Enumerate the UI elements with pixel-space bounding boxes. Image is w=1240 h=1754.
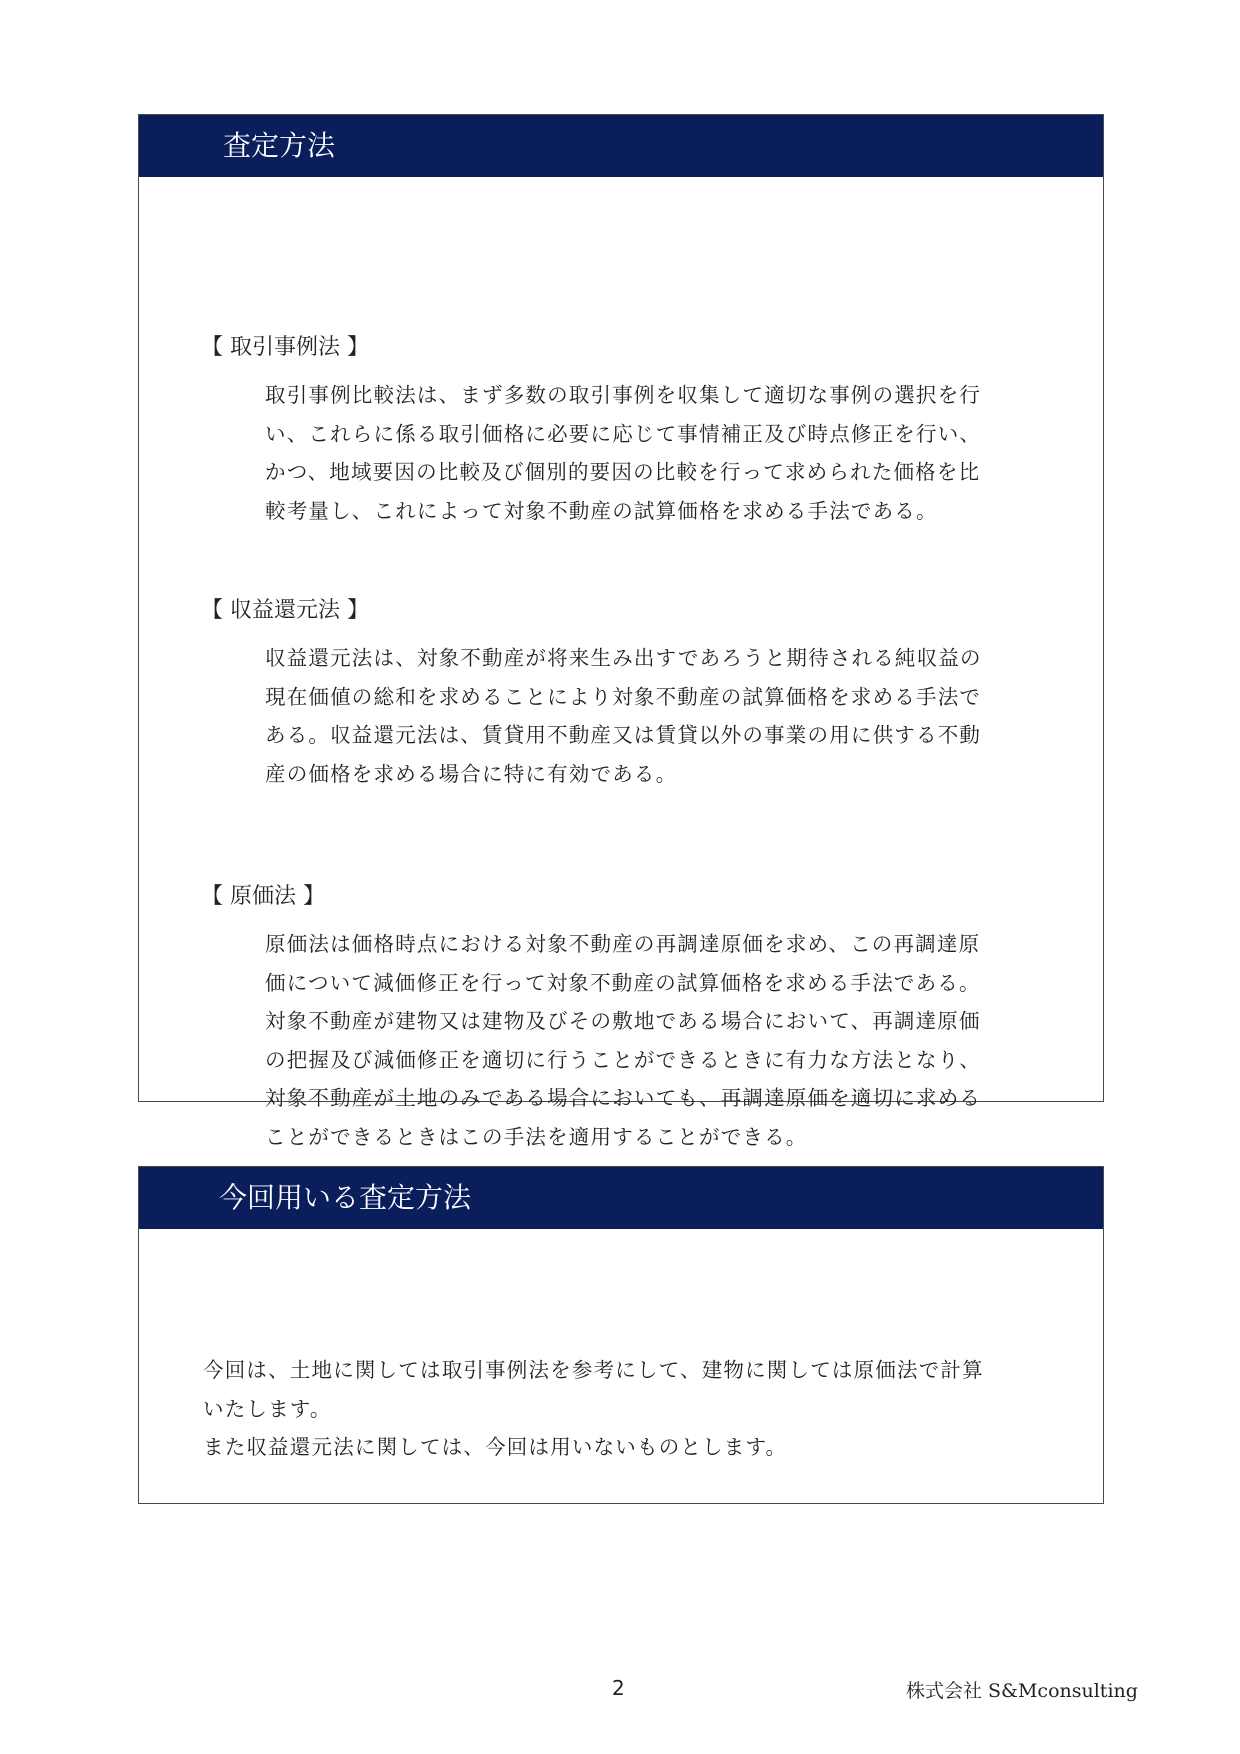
method-title-cost: 【 原価法 】 [201, 884, 325, 909]
method-title-comparison: 【 取引事例法 】 [201, 335, 369, 360]
page-number: 2 [612, 1676, 625, 1700]
method-body-cost: 原価法は価格時点における対象不動産の再調達原価を求め、この再調達原 価について減価修正を行って対象不動産の試算価格を求める手法である。 対象不動産が建物又は建物及びその敷地である場合において、再調達原価 の把握及び減価修正を適切に行うことができるときに有力な方法となり、 対象不動産が土地のみである場合においても、再調達原価を適切に求める ことができるときはこの手法を適用することができる。 [265, 932, 982, 1149]
method-body-income: 収益還元法は、対象不動産が将来生み出すであろうと期待される純収益の 現在価値の総和を求めることにより対象不動産の試算価格を求める手法で ある。収益還元法は、賃貸用不動産又は賃貸以外の事業の用に供する不動 産の価格を求める場合に特に有効である。 [265, 646, 982, 786]
method-title-income: 【 収益還元法 】 [201, 598, 369, 623]
appraisal-methods-box [138, 114, 1104, 1149]
selected-method-body: 今回は、土地に関しては取引事例法を参考にして、建物に関しては原価法で計算 いたします。 また収益還元法に関しては、今回は用いないものとします。 [203, 1358, 984, 1459]
appraisal-methods-header: 査定方法 [139, 115, 1103, 177]
selected-method-box [138, 1166, 1104, 1504]
company-name: 株式会社 S&Mconsulting [906, 1680, 1138, 1702]
selected-method-header: 今回用いる査定方法 [139, 1167, 1103, 1229]
method-body-comparison: 取引事例比較法は、まず多数の取引事例を収集して適切な事例の選択を行 い、これらに係る取引価格に必要に応じて事情補正及び時点修正を行い、 かつ、地域要因の比較及び個別的要因の比較を行って求められた価格を比 較考量し、これによって対象不動産の試算価格を求める手法である。 [265, 383, 982, 523]
